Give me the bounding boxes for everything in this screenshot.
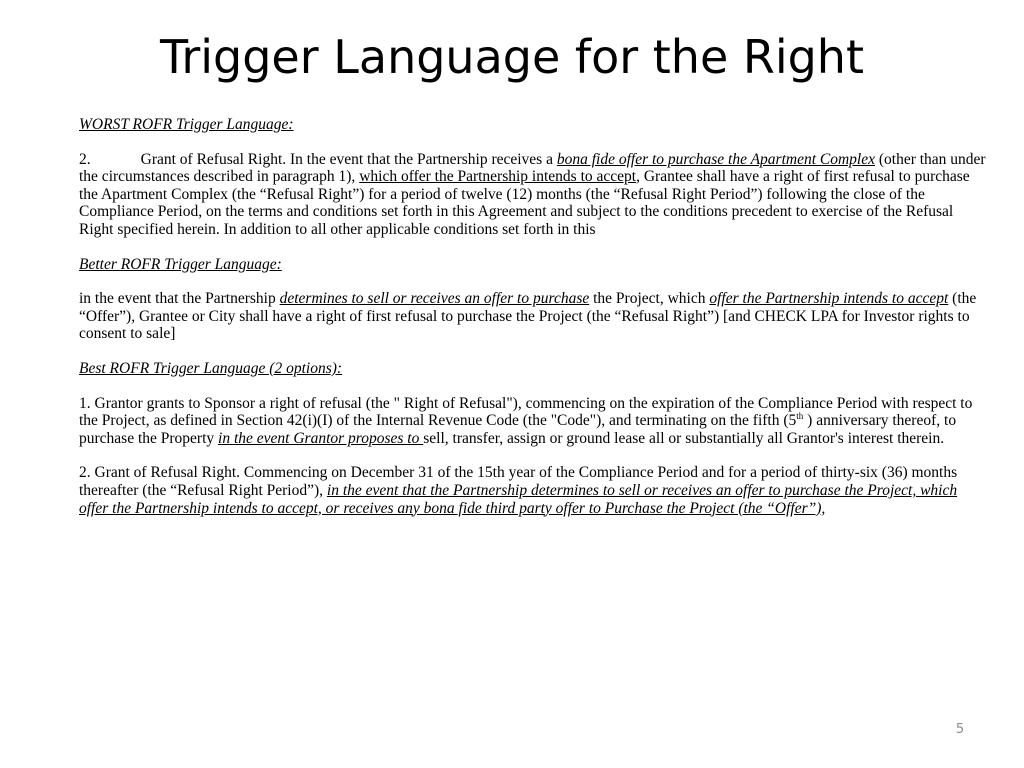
slide-content — [79, 116, 987, 534]
better-para-text-2: the Project, which — [589, 290, 710, 308]
worst-para-emphasis-1: bona fide offer to purchase the Apartment Complex — [556, 150, 875, 168]
best-option-1-text-3: sell, transfer, assign or ground lease all or substantially all Grantor's interest therein. — [423, 429, 945, 447]
better-para-emphasis-2: offer the Partnership intends to accept — [709, 290, 949, 308]
better-heading — [79, 256, 987, 274]
better-para-text-1: in the event that the Partnership — [79, 290, 280, 308]
best-heading-text: Best ROFR Trigger Language (2 options): — [79, 359, 343, 377]
best-option-1 — [79, 395, 987, 448]
worst-para-number: 2. — [79, 150, 91, 168]
best-option-1-superscript: th — [796, 410, 804, 421]
worst-para-text-2: (other than under the circumstances described in paragraph 1), — [79, 150, 986, 186]
best-option-2-emphasis: in the event that the Partnership determines to sell or receives an offer to purchase the Project, which offer the Partnership intends to accept, or receives any bona fide third party offer to Purchase the Project (the “Offer”), — [79, 481, 958, 517]
worst-para-text-1: Grant of Refusal Right. In the event that the Partnership receives a — [140, 150, 557, 168]
slide-title: Trigger Language for the Right — [159, 30, 864, 84]
worst-heading — [79, 116, 987, 134]
better-paragraph — [79, 290, 987, 343]
best-option-1-text-1: 1. Grantor grants to Sponsor a right of refusal (the " Right of Refusal"), commencing on the expiration of the Compliance Period with respect to the Project, as defined in Section 42(i)(I) of the Internal Revenue Code (the "Code"), and terminating on the fifth (5 — [79, 394, 973, 430]
best-option-1-emphasis: in the event Grantor proposes to — [218, 429, 424, 447]
worst-paragraph — [79, 151, 987, 239]
best-option-1-text-2: ) anniversary thereof, to purchase the Property — [79, 412, 957, 447]
worst-para-text-3: , Grantee shall have a right of first refusal to purchase the Apartment Complex (the “Refusal Right”) for a period of twelve (12) months (the “Refusal Right Period”) following the close of the Compliance Period, on the terms and conditions set forth in this Agreement and subject to the conditions precedent to exercise of the Refusal Right specified herein. In addition to all other applicable conditions set forth in this — [79, 168, 970, 238]
better-heading-text: Better ROFR Trigger Language: — [79, 255, 282, 273]
best-heading — [79, 360, 987, 378]
best-option-2 — [79, 464, 987, 517]
best-option-2-text-1: 2. Grant of Refusal Right. Commencing on December 31 of the 15th year of the Compliance Period and for a period of thirty-six (36) months thereafter (the “Refusal Right Period”), — [79, 464, 958, 499]
better-para-text-3: (the “Offer”), Grantee or City shall have a right of first refusal to purchase the Project (the “Refusal Right”) [and CHECK LPA for Investor rights to consent to sale] — [79, 290, 977, 343]
worst-para-emphasis-2: which offer the Partnership intends to accept — [359, 168, 637, 186]
better-para-emphasis-1: determines to sell or receives an offer to purchase — [279, 290, 590, 308]
worst-heading-text: WORST ROFR Trigger Language: — [79, 116, 294, 133]
page-number: 5 — [955, 722, 965, 737]
